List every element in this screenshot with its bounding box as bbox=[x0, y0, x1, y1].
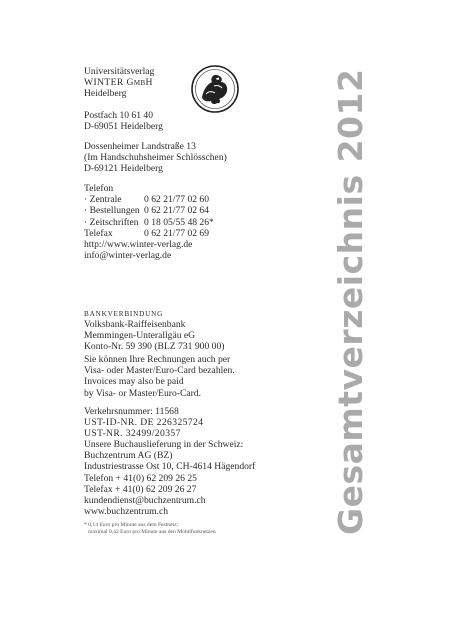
cards-line: Sie können Ihre Rechnungen auch per bbox=[84, 354, 231, 365]
phone-number: 0 62 21/77 02 60 bbox=[144, 194, 210, 206]
footnote bbox=[84, 522, 216, 536]
street-line: D-69121 Heidelberg bbox=[84, 163, 163, 175]
phone-heading: Telefon bbox=[84, 183, 114, 194]
bank-branch: Memmingen-Unterallgäu eG bbox=[84, 330, 196, 342]
swiss-line: Industriestrasse Ost 10, CH-4614 Hägendorf bbox=[84, 461, 256, 473]
publisher-name: Universitätsverlag bbox=[84, 66, 155, 77]
fax-number: 0 62 21/77 02 69 bbox=[144, 227, 210, 239]
publisher-city: Heidelberg bbox=[84, 88, 127, 100]
cards-line: Visa- oder Master/Euro-Card bezahlen. bbox=[84, 365, 235, 377]
swiss-website-link[interactable]: www.buchzentrum.ch bbox=[84, 506, 169, 518]
bank-heading: BANKVERBINDUNG bbox=[84, 310, 164, 318]
phone-label: · Zentrale bbox=[84, 194, 122, 206]
email-link[interactable]: info@winter-verlag.de bbox=[84, 250, 172, 262]
swiss-line: Telefon + 41(0) 62 209 26 25 bbox=[84, 472, 197, 484]
bank-block bbox=[84, 309, 224, 353]
phone-label: · Bestellungen bbox=[84, 205, 140, 217]
cards-line: Invoices may also be paid bbox=[84, 376, 184, 388]
vat-id: UST-ID-NR. DE 226325724 bbox=[84, 417, 204, 429]
publisher-block bbox=[84, 66, 154, 100]
website-link[interactable]: http://www.winter-verlag.de bbox=[84, 239, 193, 251]
phone-row bbox=[84, 205, 214, 216]
street-line: Dossenheimer Landstraße 13 bbox=[84, 141, 196, 152]
catalog-title: Gesamtverzeichnis 2012 bbox=[331, 68, 370, 535]
postbox-line: Postfach 10 61 40 bbox=[84, 110, 154, 121]
tax-number: UST-NR. 32499/20357 bbox=[84, 428, 181, 440]
publisher-emblem-icon bbox=[190, 64, 240, 114]
swiss-line: Telefax + 41(0) 62 209 26 27 bbox=[84, 483, 197, 495]
postbox-block bbox=[84, 110, 163, 132]
publisher-company: WINTER GmbH bbox=[84, 77, 153, 89]
contact-block bbox=[84, 183, 214, 261]
footnote-line: * 0,14 Euro pro Minute aus dem Festnetz; bbox=[84, 522, 179, 528]
swiss-block bbox=[84, 439, 255, 517]
street-line: (Im Handschuhsheimer Schlösschen) bbox=[84, 152, 227, 164]
cards-line: by Visa- or Master/Euro-Card. bbox=[84, 387, 202, 399]
postbox-line: D-69051 Heidelberg bbox=[84, 121, 163, 133]
street-block bbox=[84, 141, 227, 175]
traffic-number: Verkehrsnummer: 11568 bbox=[84, 406, 179, 417]
phone-number: 0 62 21/77 02 64 bbox=[144, 205, 210, 217]
phone-row bbox=[84, 217, 214, 228]
swiss-line: Unsere Buchauslieferung in der Schweiz: bbox=[84, 439, 244, 450]
bank-name: Volksbank-Raiffeisenbank bbox=[84, 319, 186, 330]
fax-row bbox=[84, 228, 214, 239]
bank-account: Konto-Nr. 59 390 (BLZ 731 900 00) bbox=[84, 341, 225, 353]
fax-label: Telefax bbox=[84, 227, 113, 239]
ids-block bbox=[84, 406, 203, 440]
swiss-email-link[interactable]: kundendienst@buchzentrum.ch bbox=[84, 495, 206, 507]
cards-block bbox=[84, 354, 235, 399]
phone-label: · Zeitschriften bbox=[84, 216, 139, 228]
phone-number: 0 18 05/55 48 26* bbox=[144, 216, 214, 228]
phone-row bbox=[84, 194, 214, 205]
footnote-line: maximal 0,42 Euro pro Minute aus den Mobilfunknetzen bbox=[88, 529, 216, 535]
swiss-line: Buchzentrum AG (BZ) bbox=[84, 450, 173, 462]
